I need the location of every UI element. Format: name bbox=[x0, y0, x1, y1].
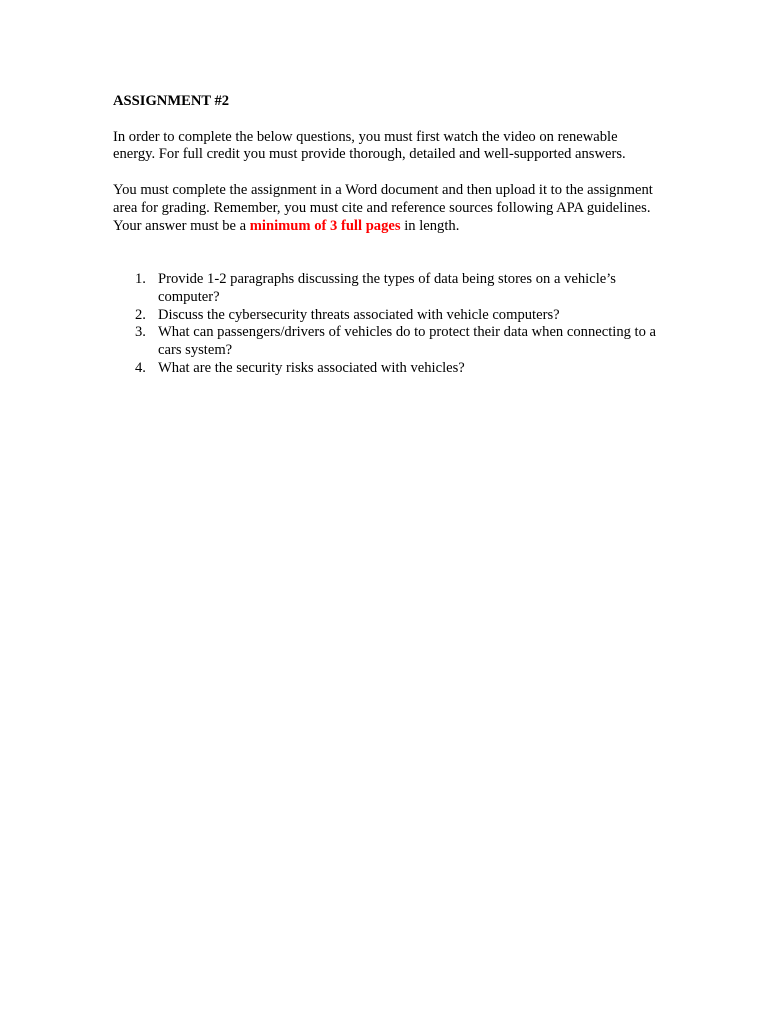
list-item bbox=[113, 360, 658, 378]
question-list bbox=[113, 271, 658, 378]
question-text: Discuss the cybersecurity threats associated with vehicle computers? bbox=[158, 306, 560, 323]
list-item bbox=[113, 307, 658, 325]
question-number: 3. bbox=[135, 324, 146, 341]
list-item bbox=[113, 324, 658, 360]
intro-paragraph: In order to complete the below questions, you must first watch the video on renewable energy. For full credit you must provide thorough, detailed and well-supported answers. bbox=[113, 128, 626, 163]
assignment-title: ASSIGNMENT #2 bbox=[113, 93, 230, 109]
question-text: What can passengers/drivers of vehicles do to protect their data when connecting to a cars system? bbox=[158, 324, 657, 359]
document-page bbox=[113, 93, 658, 378]
list-item bbox=[113, 271, 658, 307]
page-minimum-highlight: minimum of 3 full pages bbox=[249, 217, 401, 234]
question-text: What are the security risks associated with vehicles? bbox=[158, 359, 465, 376]
question-number: 2. bbox=[135, 306, 146, 323]
question-number: 1. bbox=[135, 270, 146, 287]
question-number: 4. bbox=[135, 359, 146, 376]
instructions-paragraph bbox=[113, 182, 658, 235]
instructions-text-before: You must complete the assignment in a Word document and then upload it to the assignment area for grading. Remember, you must cite and reference sources following APA guidelines. Your answer must be a bbox=[113, 181, 653, 234]
question-text: Provide 1-2 paragraphs discussing the types of data being stores on a vehicle’s computer? bbox=[158, 270, 616, 305]
instructions-text-after: in length. bbox=[400, 217, 460, 234]
